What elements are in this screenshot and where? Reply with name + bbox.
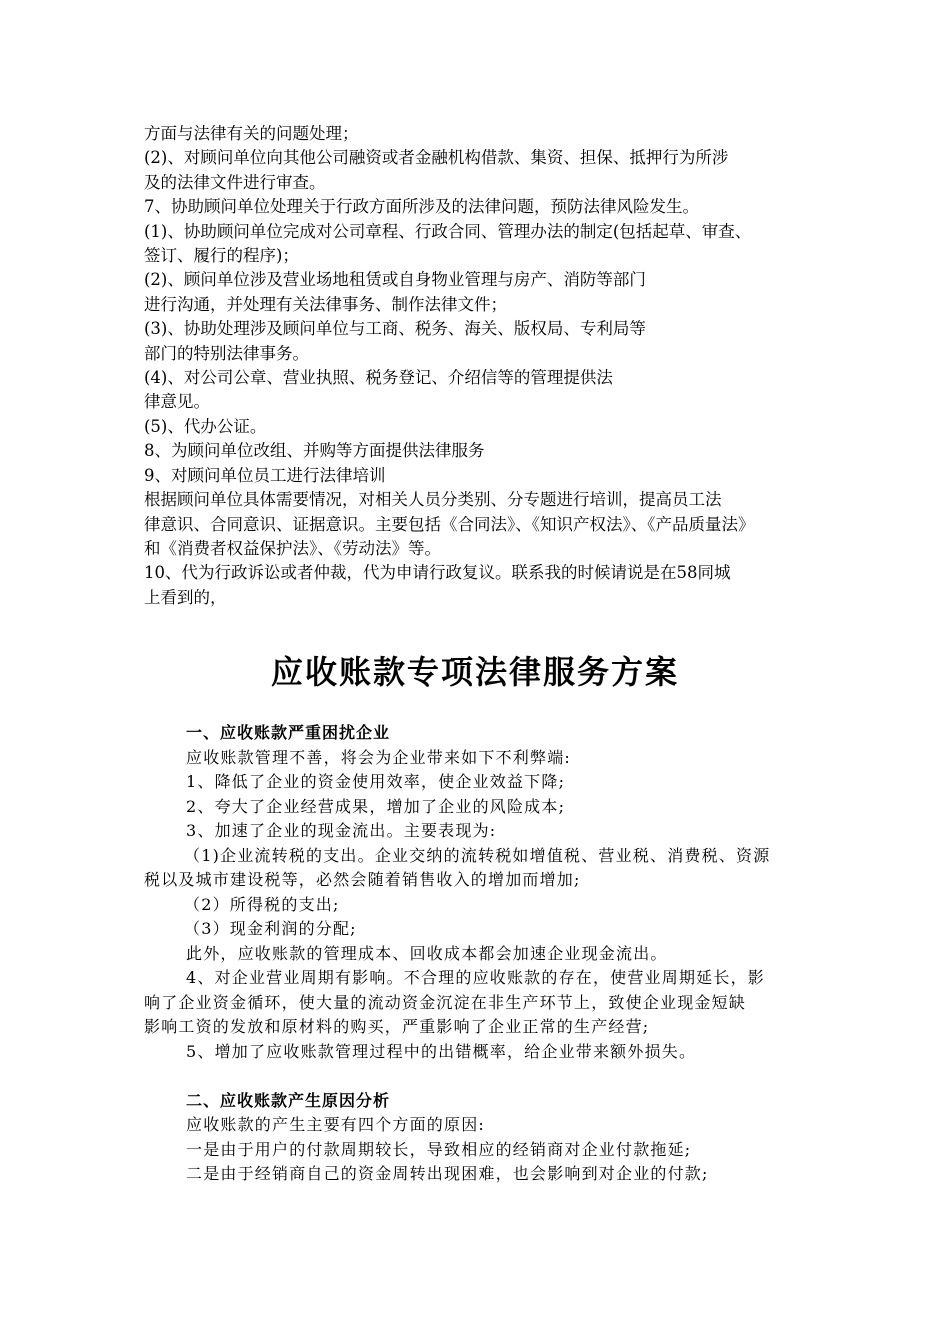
section-heading: 一、应收账款严重困扰企业: [186, 723, 391, 742]
section-gap: [144, 1064, 834, 1089]
text-line: 方面与法律有关的问题处理；: [144, 124, 359, 143]
text-line: 根据顾问单位具体需要情况，对相关人员分类别、分专题进行培训，提高员工法: [144, 490, 722, 510]
text-line: 进行沟通，并处理有关法律事务、制作法律文件；: [144, 294, 507, 314]
text-line: 一是由于用户的付款周期较长，导致相应的经销商对企业付款拖延;: [186, 1139, 692, 1159]
text-line: 应收账款的产生主要有四个方面的原因:: [186, 1115, 485, 1134]
text-line: （2）所得税的支出;: [184, 894, 340, 914]
text-line: 4、对企业营业周期有影响。不合理的应收账款的存在，使营业周期延长，影: [186, 968, 765, 987]
text-line: 律意见。: [144, 392, 210, 412]
text-line: (3)、协助处理涉及顾问单位与工商、税务、海关、版权局、专利局等: [144, 319, 646, 339]
text-line: (5)、代办公证。: [144, 416, 267, 436]
text-line: 部门的特别法律事务。: [144, 343, 309, 363]
text-line: (1)、协助顾问单位完成对公司章程、行政合同、管理办法的制定(包括起草、审查、: [144, 221, 752, 241]
section-heading: 二、应收账款产生原因分析: [186, 1090, 391, 1110]
document-title: 应收账款专项法律服务方案: [270, 653, 679, 691]
text-line: 上看到的，: [144, 587, 227, 607]
text-line: 8、为顾问单位改组、并购等方面提供法律服务: [144, 441, 485, 461]
text-line: 影响工资的发放和原材料的购买，严重影响了企业正常的生产经营;: [144, 1017, 650, 1036]
text-line: 及的法律文件进行审查。: [144, 172, 326, 192]
text-line: (2)、顾问单位涉及营业场地租赁或自身物业管理与房产、消防等部门: [144, 270, 646, 290]
text-line: （1)企业流转税的支出。企业交纳的流转税如增值税、营业税、消费税、资源: [184, 845, 771, 865]
text-line: （3）现金利润的分配;: [184, 919, 357, 938]
text-line: 律意识、合同意识、证据意识。主要包括《合同法》、《知识产权法》、《产品质量法》: [144, 514, 755, 534]
text-line: (2)、对顾问单位向其他公司融资或者金融机构借款、集资、担保、抵押行为所涉: [144, 148, 729, 168]
text-line: 签订、履行的程序)；: [144, 246, 299, 266]
text-line: 1、降低了企业的资金使用效率，使企业效益下降;: [186, 772, 566, 791]
text-line: 响了企业资金循环，使大量的流动资金沉淀在非生产环节上，致使企业现金短缺: [144, 992, 747, 1012]
service-plan-section: [144, 721, 834, 1187]
text-line: 10、代为行政诉讼或者仲裁，代为申请行政复议。联系我的时候请说是在58同城: [144, 563, 731, 583]
continued-text-section: [144, 122, 834, 610]
text-line: 税以及城市建设税等，必然会随着销售收入的增加而增加;: [144, 870, 581, 889]
text-line: 二是由于经销商自己的资金周转出现困难，也会影响到对企业的付款;: [186, 1164, 709, 1183]
text-line: (4)、对公司公章、营业执照、税务登记、介绍信等的管理提供法: [144, 368, 613, 388]
text-line: 应收账款管理不善，将会为企业带来如下不利弊端:: [186, 747, 571, 767]
text-line: 7、协助顾问单位处理关于行政方面所涉及的法律问题，预防法律风险发生。: [144, 197, 699, 217]
text-line: 5、增加了应收账款管理过程中的出错概率，给企业带来额外损失。: [186, 1041, 697, 1061]
text-line: 和《消费者权益保护法》、《劳动法》等。: [144, 538, 441, 558]
text-line: 9、对顾问单位员工进行法律培训: [144, 465, 386, 485]
text-line: 此外，应收账款的管理成本、回收成本都会加速企业现金流出。: [186, 943, 668, 963]
text-line: 2、夸大了企业经营成果，增加了企业的风险成本;: [186, 796, 566, 816]
text-line: 3、加速了企业的现金流出。主要表现为:: [186, 821, 497, 840]
